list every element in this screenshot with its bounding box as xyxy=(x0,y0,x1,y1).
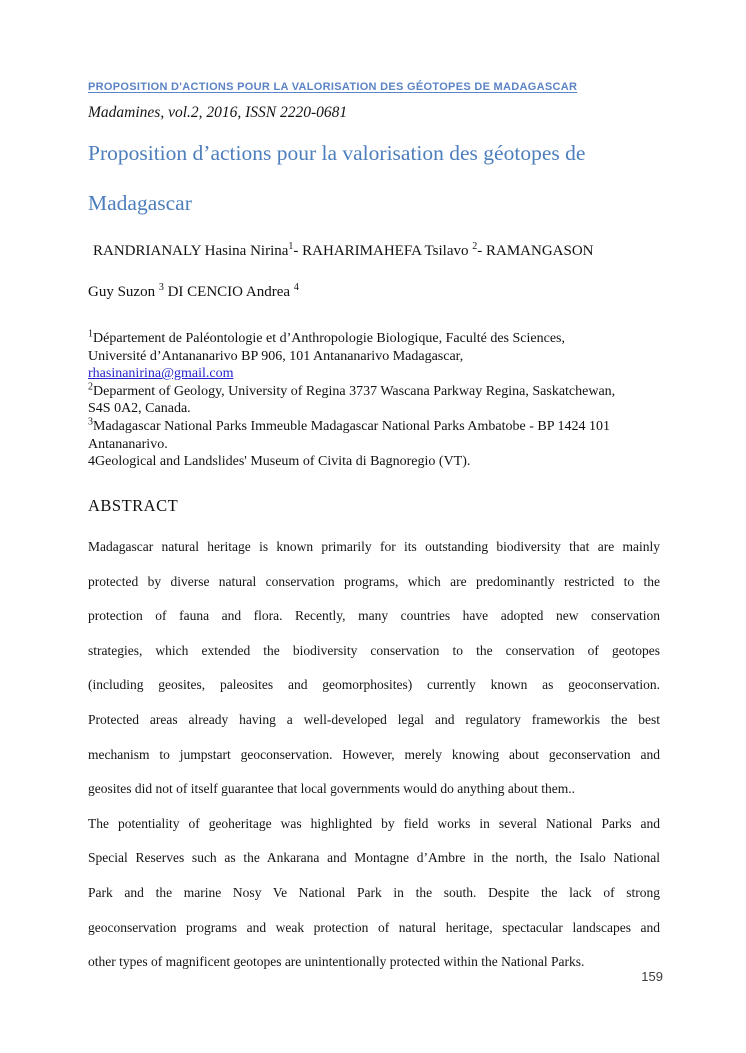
affiliation-sup: 2 xyxy=(88,381,93,393)
paper-title-line-1: Proposition d’actions pour la valorisation des géotopes de xyxy=(88,141,586,165)
author-name: DI CENCIO Andrea xyxy=(163,284,294,300)
abstract-text-line: protected by diverse natural conservation programs, which are predominantly restricted to the xyxy=(88,573,660,589)
abstract-text-line: Park and the marine Nosy Ve National Park in the south. Despite the lack of strong xyxy=(88,884,660,900)
affiliation-1-line-1 xyxy=(88,330,660,348)
abstract-text-line: protection of fauna and flora. Recently, many countries have adopted new conservation xyxy=(88,608,660,624)
author-affiliation-sup: 2 xyxy=(472,241,478,252)
page-number: 159 xyxy=(641,969,663,984)
abstract-text-line: strategies, which extended the biodiversity conservation to the conservation of geotopes xyxy=(88,642,660,658)
abstract-text-line: Madagascar natural heritage is known primarily for its outstanding biodiversity that are mainly xyxy=(88,539,660,554)
abstract-text-line: (including geosites, paleosites and geomorphosites) currently known as geoconservation. xyxy=(88,677,660,693)
affiliation-1-line-2: Université d’Antananarivo BP 906, 101 Antananarivo Madagascar, xyxy=(88,348,464,364)
abstract-text-line: mechanism to jumpstart geoconservation. However, merely knowing about geconservation and xyxy=(88,746,660,762)
abstract-text-line: The potentiality of geoheritage was highlighted by field works in several National Parks and xyxy=(88,815,660,831)
author-name: RANDRIANALY Hasina Nirina xyxy=(93,243,289,259)
journal-citation: Madamines, vol.2, 2016, ISSN 2220-0681 xyxy=(88,104,348,121)
abstract-text-line: other types of magnificent geotopes are unintentionally protected within the National Parks. xyxy=(88,954,585,970)
author-name: Guy Suzon xyxy=(88,284,159,300)
affiliation-3-line-2: Antananarivo. xyxy=(88,436,168,452)
abstract-body xyxy=(88,530,660,980)
affiliation-text: Madagascar National Parks Immeuble Madagascar National Parks Ambatobe - BP 1424 101 xyxy=(93,418,610,434)
author-line-2 xyxy=(88,284,660,301)
abstract-text-line: Special Reserves such as the Ankarana and Montagne d’Ambre in the north, the Isalo National xyxy=(88,850,660,866)
abstract-heading: ABSTRACT xyxy=(88,496,179,515)
affiliation-sup: 1 xyxy=(88,328,93,340)
paper-title-line-2: Madagascar xyxy=(88,191,192,215)
affiliations-block xyxy=(88,330,660,471)
author-affiliation-sup: 4 xyxy=(293,282,299,293)
affiliation-2-line-1 xyxy=(88,383,660,401)
email-link[interactable]: rhasinanirina@gmail.com xyxy=(88,366,234,382)
affiliation-sup: 3 xyxy=(88,416,93,428)
abstract-text-line: geoconservation programs and weak protection of natural heritage, spectacular landscapes and xyxy=(88,919,660,935)
running-header: PROPOSITION D'ACTIONS POUR LA VALORISATION DES GÉOTOPES DE MADAGASCAR xyxy=(88,81,578,93)
abstract-text-line: Protected areas already having a well-developed legal and regulatory frameworkis the best xyxy=(88,711,660,727)
affiliation-4-line-1: 4Geological and Landslides' Museum of Civita di Bagnoregio (VT). xyxy=(88,454,471,470)
author-line-1 xyxy=(88,243,665,260)
author-name: - RAMANGASON xyxy=(477,243,594,259)
affiliation-text: Deparment of Geology, University of Regina 3737 Wascana Parkway Regina, Saskatchewan, xyxy=(93,383,616,399)
affiliation-2-line-2: S4S 0A2, Canada. xyxy=(88,401,191,417)
affiliation-1-line-3 xyxy=(88,365,660,383)
author-affiliation-sup: 1 xyxy=(288,241,294,252)
abstract-text-line: geosites did not of itself guarantee that local governments would do anything about them.. xyxy=(88,781,576,797)
author-affiliation-sup: 3 xyxy=(158,282,164,293)
author-name: - RAHARIMAHEFA Tsilavo xyxy=(293,243,473,259)
affiliation-text: Département de Paléontologie et d’Anthropologie Biologique, Faculté des Sciences, xyxy=(93,331,565,346)
affiliation-3-line-1 xyxy=(88,418,660,436)
